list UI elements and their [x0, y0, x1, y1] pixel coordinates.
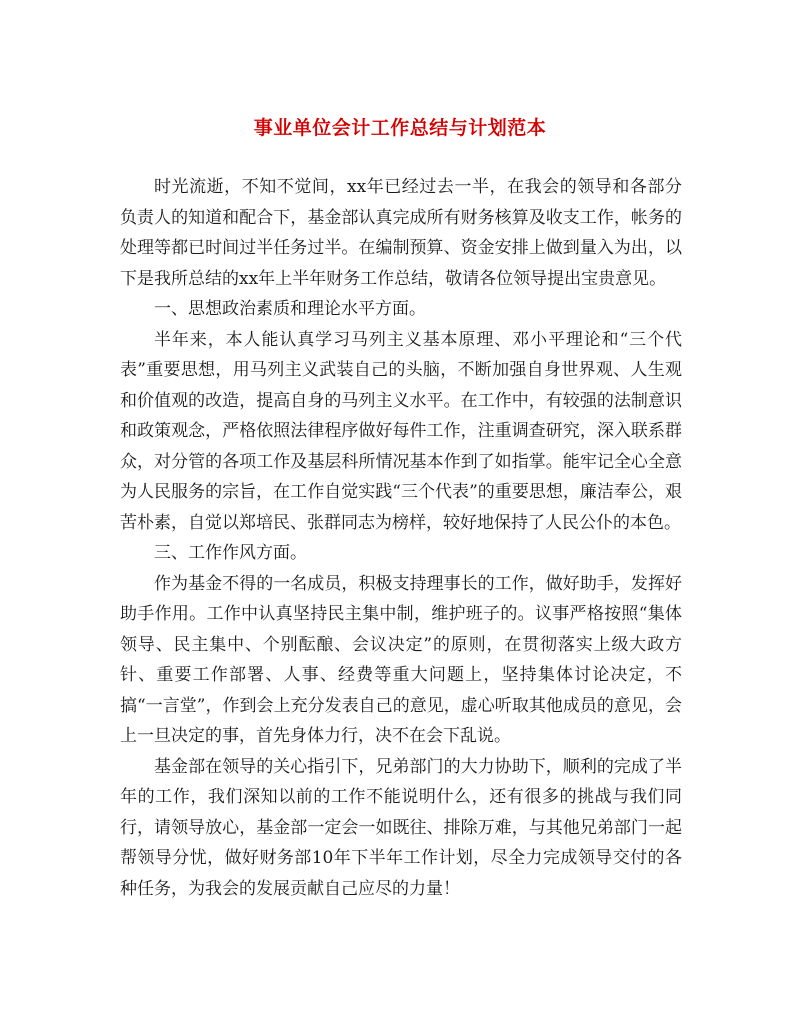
document-body — [120, 172, 682, 904]
paragraph-political: 半年来，本人能认真学习马列主义基本原理、邓小平理论和“三个代表”重要思想，用马列主义武装自己的头脑，不断加强自身世界观、人生观和价值观的改造，提高自身的马列主义水平。在工作中，有较强的法制意识和政策观念，严格依照法律程序做好每件工作，注重调查研究，深入联系群众，对分管的各项工作及基层科所情况基本作到了如指掌。能牢记全心全意为人民服务的宗旨，在工作自觉实践“三个代表”的重要思想，廉洁奉公，艰苦朴素，自觉以郑培民、张群同志为榜样，较好地保持了人民公仆的本色。 — [120, 329, 682, 533]
section-heading-work-style: 三、工作作风方面。 — [154, 543, 307, 563]
paragraph-intro: 时光流逝，不知不觉间，xx年已经过去一半，在我会的领导和各部分负责人的知道和配合下，基金部认真完成所有财务核算及收支工作，帐务的处理等都已时间过半任务过半。在编制预算、资金安排上做到量入为出，以下是我所总结的xx年上半年财务工作总结，敬请各位领导提出宝贵意见。 — [120, 177, 682, 289]
section-heading-political: 一、思想政治素质和理论水平方面。 — [154, 299, 426, 319]
paragraph-conclusion: 基金部在领导的关心指引下，兄弟部门的大力协助下，顺利的完成了半年的工作，我们深知以前的工作不能说明什么，还有很多的挑战与我们同行，请领导放心，基金部一定会一如既往、排除万难，与其他兄弟部门一起帮领导分忧，做好财务部10年下半年工作计划，尽全力完成领导交付的各种任务，为我会的发展贡献自己应尽的力量！ — [120, 756, 682, 899]
paragraph-work-style: 作为基金不得的一名成员，积极支持理事长的工作，做好助手，发挥好助手作用。工作中认真坚持民主集中制，维护班子的。议事严格按照“集体领导、民主集中、个别酝酿、会议决定”的原则，在贯彻落实上级大政方针、重要工作部署、人事、经费等重大问题上，坚持集体讨论决定，不搞“一言堂”，作到会上充分发表自己的意见，虚心听取其他成员的意见，会上一旦决定的事，首先身体力行，决不在会下乱说。 — [120, 573, 682, 746]
document-title: 事业单位会计工作总结与计划范本 — [253, 117, 547, 139]
